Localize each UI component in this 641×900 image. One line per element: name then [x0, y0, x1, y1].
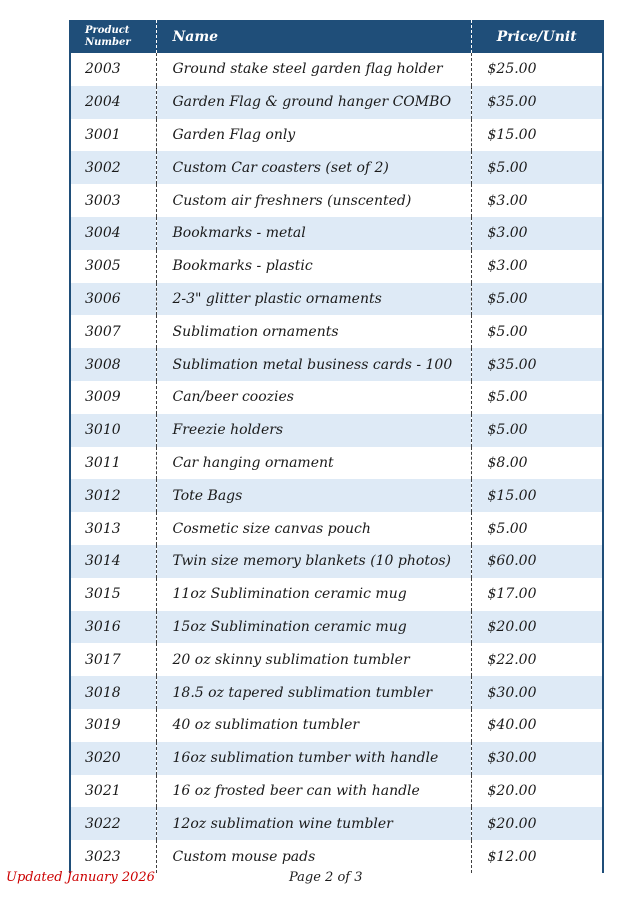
- table-row: [70, 217, 603, 250]
- table-row: [70, 578, 603, 611]
- price-cell: $20.00: [471, 807, 603, 840]
- product-name-cell: Custom Car coasters (set of 2): [156, 151, 471, 184]
- price-cell: $40.00: [471, 709, 603, 742]
- table-row: [70, 151, 603, 184]
- price-cell: $25.00: [471, 53, 603, 86]
- price-list-sheet: [69, 20, 602, 873]
- price-cell: $3.00: [471, 217, 603, 250]
- price-cell: $5.00: [471, 381, 603, 414]
- product-name-cell: Bookmarks - plastic: [156, 250, 471, 283]
- table-row: [70, 315, 603, 348]
- price-cell: $15.00: [471, 119, 603, 152]
- price-cell: $5.00: [471, 414, 603, 447]
- table-row: [70, 709, 603, 742]
- table-row: [70, 283, 603, 316]
- product-name-cell: Ground stake steel garden flag holder: [156, 53, 471, 86]
- product-name-cell: Bookmarks - metal: [156, 217, 471, 250]
- price-cell: $12.00: [471, 840, 603, 873]
- product-name-cell: Garden Flag & ground hanger COMBO: [156, 86, 471, 119]
- table-row: [70, 381, 603, 414]
- price-cell: $30.00: [471, 742, 603, 775]
- table-row: [70, 742, 603, 775]
- price-cell: $60.00: [471, 545, 603, 578]
- header-row: [70, 20, 603, 53]
- product-name-cell: Car hanging ornament: [156, 447, 471, 480]
- product-name-cell: 18.5 oz tapered sublimation tumbler: [156, 676, 471, 709]
- product-number-cell: 3009: [85, 389, 121, 406]
- header-product-number: [70, 20, 156, 53]
- product-name-cell: 16oz sublimation tumber with handle: [156, 742, 471, 775]
- product-number-cell: 3012: [70, 479, 156, 512]
- product-name-cell: Cosmetic size canvas pouch: [156, 512, 471, 545]
- table-row: [70, 250, 603, 283]
- header-product-number-line1: Product: [85, 24, 130, 36]
- price-cell: $15.00: [471, 479, 603, 512]
- table-row: [70, 643, 603, 676]
- product-name-cell: 2-3" glitter plastic ornaments: [156, 283, 471, 316]
- header-price-unit: Price/Unit: [471, 20, 603, 53]
- product-number-cell: 3016: [70, 611, 156, 644]
- price-cell: $5.00: [471, 283, 603, 316]
- table-row: [70, 512, 603, 545]
- table-row: [70, 840, 603, 873]
- table-row: [70, 447, 603, 480]
- product-name-cell: Can/beer coozies: [156, 381, 471, 414]
- product-name-cell: Twin size memory blankets (10 photos): [156, 545, 471, 578]
- product-name-cell: 20 oz skinny sublimation tumbler: [156, 643, 471, 676]
- price-cell: $35.00: [471, 348, 603, 381]
- product-number-cell: 3022: [70, 807, 156, 840]
- product-number-cell: 3011: [85, 454, 121, 471]
- product-name-cell: 40 oz sublimation tumbler: [156, 709, 471, 742]
- product-number-cell: 3004: [70, 217, 156, 250]
- header-product-number-line2: Number: [85, 36, 131, 48]
- product-name-cell: Sublimation ornaments: [156, 315, 471, 348]
- price-cell: $3.00: [471, 250, 603, 283]
- price-cell: $5.00: [471, 315, 603, 348]
- table-row: [70, 775, 603, 808]
- product-name-cell: 11oz Sublimination ceramic mug: [156, 578, 471, 611]
- price-table: [69, 20, 604, 873]
- price-cell: $20.00: [471, 611, 603, 644]
- product-number-cell: 3008: [70, 348, 156, 381]
- page-number: Page 2 of 3: [289, 870, 363, 885]
- product-number-cell: 3001: [85, 126, 121, 143]
- product-number-cell: 3010: [70, 414, 156, 447]
- product-name-cell: Sublimation metal business cards - 100: [156, 348, 471, 381]
- product-name-cell: 15oz Sublimination ceramic mug: [156, 611, 471, 644]
- product-number-cell: 3019: [85, 717, 121, 734]
- product-number-cell: 3005: [85, 258, 121, 275]
- product-number-cell: 3020: [70, 742, 156, 775]
- price-cell: $5.00: [471, 512, 603, 545]
- product-name-cell: 16 oz frosted beer can with handle: [156, 775, 471, 808]
- table-row: [70, 53, 603, 86]
- price-cell: $20.00: [471, 775, 603, 808]
- product-name-cell: Garden Flag only: [156, 119, 471, 152]
- price-cell: $8.00: [471, 447, 603, 480]
- product-number-cell: 2003: [85, 61, 121, 78]
- header-name: Name: [156, 20, 471, 53]
- price-cell: $30.00: [471, 676, 603, 709]
- table-row: [70, 184, 603, 217]
- product-name-cell: Custom air freshners (unscented): [156, 184, 471, 217]
- table-row: [70, 807, 603, 840]
- table-row: [70, 414, 603, 447]
- table-row: [70, 676, 603, 709]
- product-name-cell: Custom mouse pads: [156, 840, 471, 873]
- product-number-cell: 2004: [70, 86, 156, 119]
- product-name-cell: 12oz sublimation wine tumbler: [156, 807, 471, 840]
- product-number-cell: 3021: [85, 782, 121, 799]
- updated-date: Updated January 2026: [6, 870, 155, 885]
- table-row: [70, 86, 603, 119]
- product-number-cell: 3006: [70, 283, 156, 316]
- table-row: [70, 479, 603, 512]
- product-number-cell: 3018: [70, 676, 156, 709]
- table-row: [70, 348, 603, 381]
- product-name-cell: Tote Bags: [156, 479, 471, 512]
- table-row: [70, 611, 603, 644]
- table-header: [70, 20, 603, 53]
- price-cell: $3.00: [471, 184, 603, 217]
- table-body: [70, 53, 603, 873]
- table-row: [70, 545, 603, 578]
- price-cell: $17.00: [471, 578, 603, 611]
- product-number-cell: 3003: [85, 192, 121, 209]
- product-number-cell: 3017: [85, 651, 121, 668]
- product-number-cell: 3007: [85, 323, 121, 340]
- product-number-cell: 3002: [70, 151, 156, 184]
- table-row: [70, 119, 603, 152]
- product-name-cell: Freezie holders: [156, 414, 471, 447]
- product-number-cell: 3015: [85, 586, 121, 603]
- product-number-cell: 3023: [85, 848, 121, 865]
- price-cell: $5.00: [471, 151, 603, 184]
- product-number-cell: 3014: [70, 545, 156, 578]
- price-cell: $22.00: [471, 643, 603, 676]
- price-cell: $35.00: [471, 86, 603, 119]
- product-number-cell: 3013: [85, 520, 121, 537]
